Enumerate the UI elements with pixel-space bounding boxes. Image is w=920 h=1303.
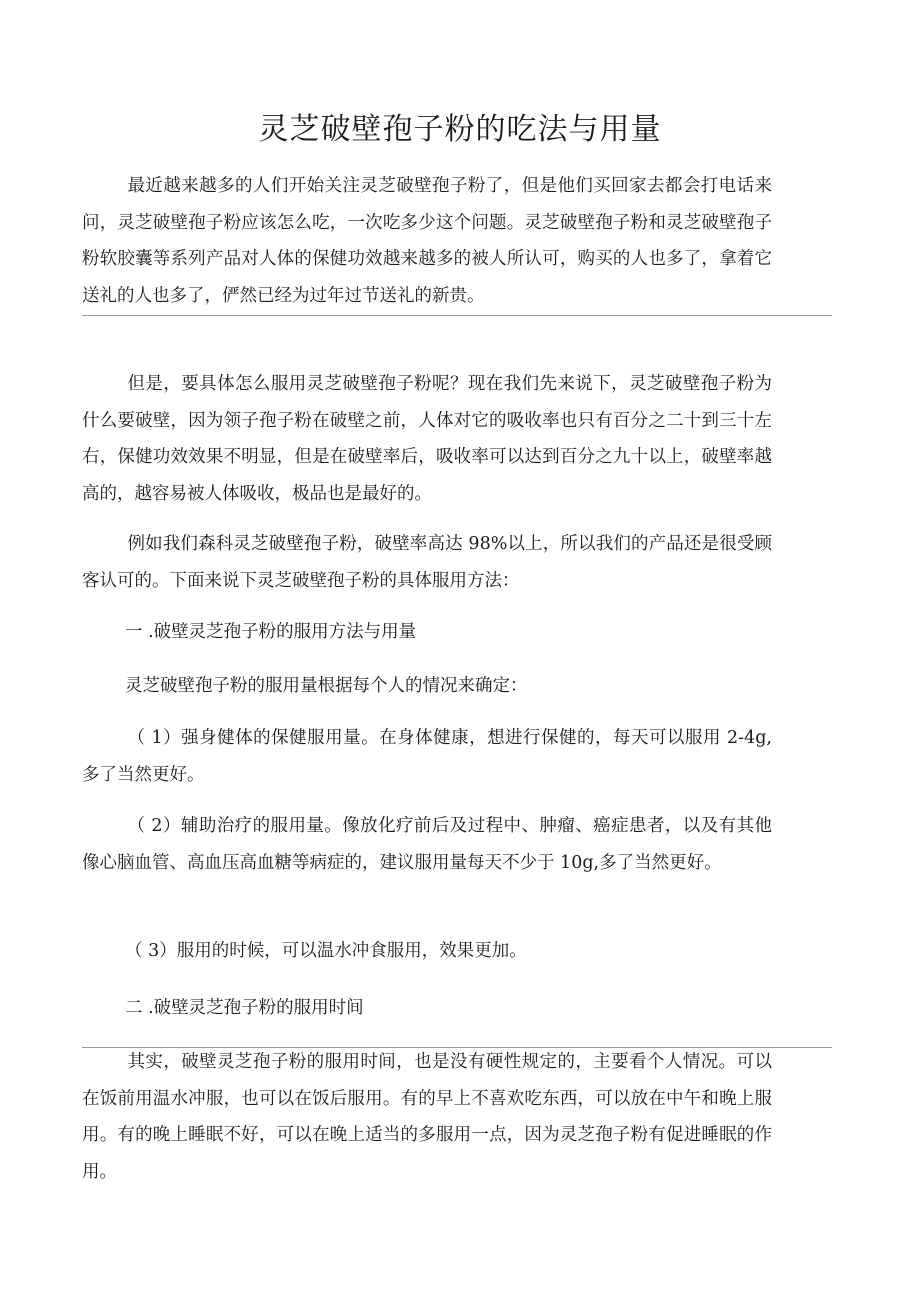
dosage-item-1: （ 1）强身健体的保健服用量。在身体健康，想进行保健的，每天可以服用 2-4g,多了当然更好。: [82, 728, 772, 785]
intro-paragraph: 最近越来越多的人们开始关注灵芝破壁孢子粉了，但是他们买回家去都会打电话来问，灵芝破壁孢子粉应该怎么吃，一次吃多少这个问题。灵芝破壁孢子粉和灵芝破壁孢子粉软胶囊等系列产品对人体的保健功效越来越多的被人所认可，购买的人也多了，拿着它送礼的人也多了，俨然已经为过年过节送礼的新贵。: [82, 176, 772, 306]
dosage-item-2: （ 2）辅助治疗的服用量。像放化疗前后及过程中、肿瘤、癌症患者，以及有其他像心脑血管、高血压高血糖等病症的，建议服用量每天不少于 10g,多了当然更好。: [82, 816, 772, 873]
horizontal-rule: [82, 315, 832, 316]
dosage-intro: 灵芝破壁孢子粉的服用量根据每个人的情况来确定：: [125, 676, 528, 696]
paragraph-product-example: 例如我们森科灵芝破壁孢子粉，破壁率高达 98%以上，所以我们的产品还是很受顾客认可的。下面来说下灵芝破壁孢子粉的具体服用方法：: [82, 534, 772, 591]
dosage-item-3: （ 3）服用的时候，可以温水冲食服用，效果更加。: [125, 941, 527, 961]
section-heading-timing: 二 .破壁灵芝孢子粉的服用时间: [125, 998, 364, 1018]
paragraph-timing: 其实，破壁灵芝孢子粉的服用时间，也是没有硬性规定的，主要看个人情况。可以在饭前用温水冲服，也可以在饭后服用。有的早上不喜欢吃东西，可以放在中午和晚上服用。有的晚上睡眠不好，可以在晚上适当的多服用一点，因为灵芝孢子粉有促进睡眠的作用。: [82, 1052, 772, 1182]
document-title: 灵芝破壁孢子粉的吃法与用量: [258, 112, 662, 147]
section-heading-dosage: 一 .破壁灵芝孢子粉的服用方法与用量: [125, 622, 417, 642]
paragraph-why-break-wall: 但是，要具体怎么服用灵芝破壁孢子粉呢？现在我们先来说下，灵芝破壁孢子粉为什么要破壁，因为领子孢子粉在破壁之前，人体对它的吸收率也只有百分之二十到三十左右，保健功效效果不明显，但是在破壁率后，吸收率可以达到百分之九十以上，破壁率越高的，越容易被人体吸收，极品也是最好的。: [82, 374, 772, 504]
